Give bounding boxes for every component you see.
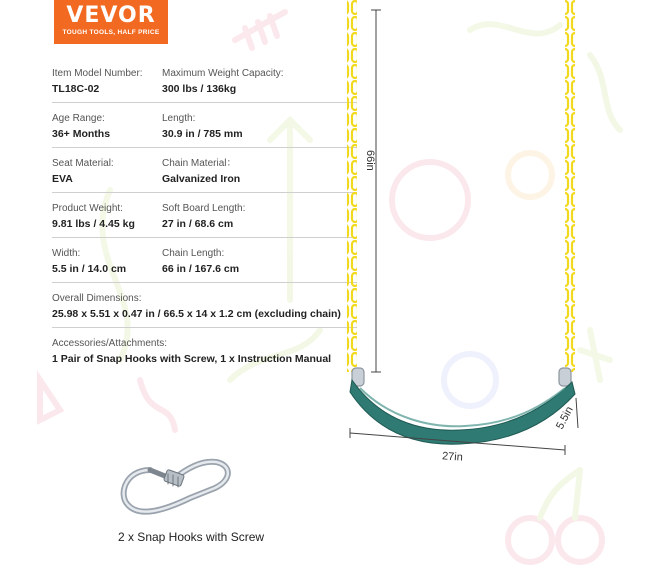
spec-value: 5.5 in / 14.0 cm bbox=[52, 263, 127, 275]
seat-length-label: 27in bbox=[441, 450, 464, 464]
spec-label: Width: bbox=[52, 248, 81, 259]
spec-value: Galvanized Iron bbox=[162, 173, 241, 185]
spec-value: 9.81 lbs / 4.45 kg bbox=[52, 218, 135, 230]
spec-label: Overall Dimensions: bbox=[52, 293, 142, 304]
spec-label: Soft Board Length: bbox=[162, 203, 246, 214]
spec-label: Product Weight: bbox=[52, 203, 123, 214]
spec-value: 27 in / 68.6 cm bbox=[162, 218, 234, 230]
spec-value: 1 Pair of Snap Hooks with Screw, 1 x Instruction Manual bbox=[52, 353, 332, 365]
spec-value: 25.98 x 5.51 x 0.47 in / 66.5 x 14 x 1.2 cm (excluding chain) bbox=[52, 308, 341, 320]
seat-hooks bbox=[352, 368, 571, 386]
brand-tagline: TOUGH TOOLS, HALF PRICE bbox=[62, 29, 160, 36]
spec-value: 66 in / 167.6 cm bbox=[162, 263, 240, 275]
swing-seat bbox=[350, 380, 575, 444]
seat-width-label: 5.5in bbox=[554, 404, 576, 432]
width-dimension-line bbox=[576, 398, 578, 428]
snap-hook-icon bbox=[124, 462, 228, 512]
spec-label: Maximum Weight Capacity: bbox=[162, 68, 284, 79]
spec-value: 30.9 in / 785 mm bbox=[162, 128, 243, 140]
right-chain bbox=[565, 0, 575, 372]
height-dimension-line bbox=[371, 10, 381, 372]
spec-label: Chain Length: bbox=[162, 248, 225, 259]
spec-label: Item Model Number: bbox=[52, 68, 143, 79]
left-chain bbox=[347, 0, 357, 372]
spec-label: Chain Material： bbox=[162, 158, 237, 169]
spec-value: 36+ Months bbox=[52, 128, 111, 140]
spec-label: Age Range: bbox=[52, 113, 105, 124]
brand-name: VEVOR bbox=[66, 3, 156, 28]
snap-hook-caption: 2 x Snap Hooks with Screw bbox=[117, 530, 265, 544]
spec-value: 300 lbs / 136kg bbox=[162, 83, 237, 95]
spec-label: Seat Material: bbox=[52, 158, 114, 169]
spec-label: Length: bbox=[162, 113, 196, 124]
spec-value: TL18C-02 bbox=[52, 83, 100, 95]
spec-label: Accessories/Attachments: bbox=[52, 338, 168, 349]
chain-height-label: 66in bbox=[364, 150, 376, 171]
spec-value: EVA bbox=[52, 173, 73, 185]
